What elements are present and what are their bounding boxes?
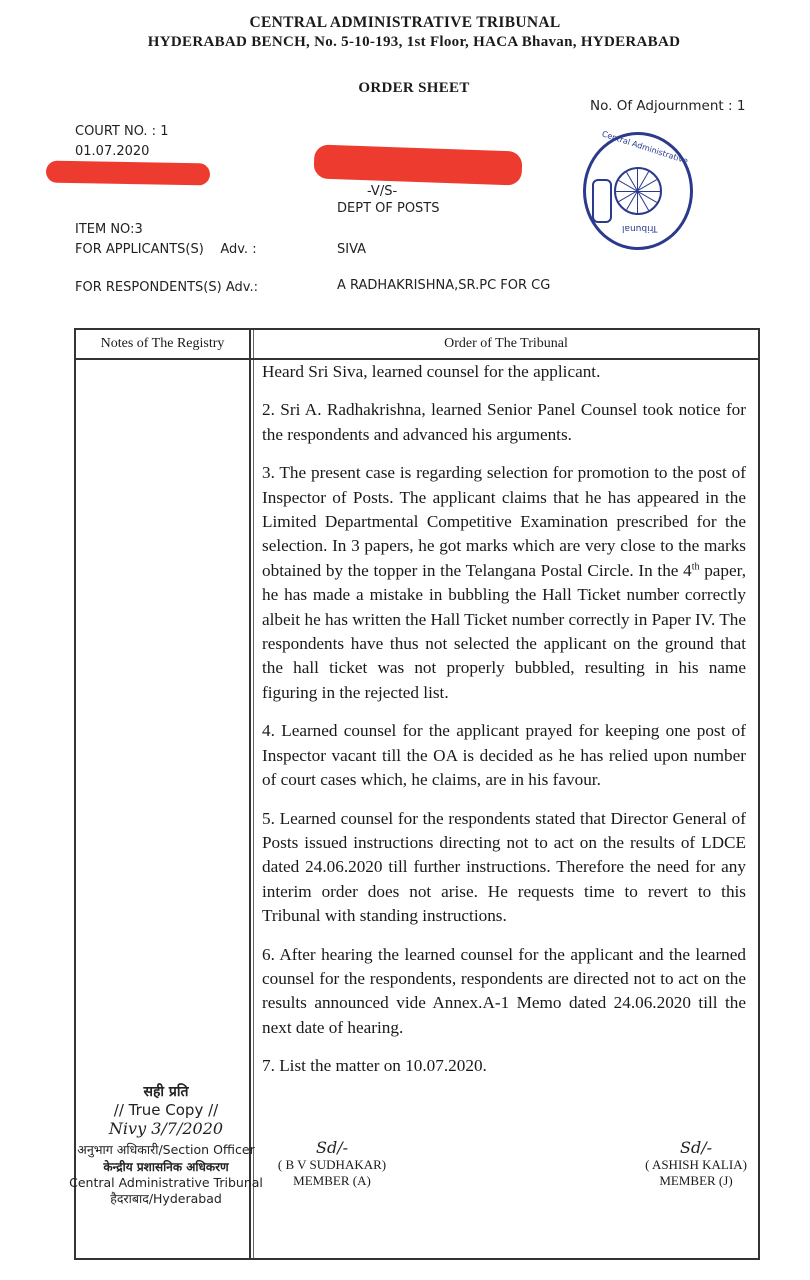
member-name: ( B V SUDHAKAR) (277, 1157, 387, 1172)
paragraph-3-part-a: 3. The present case is regarding selection for promotion to the post of Inspector of Posts. The applicant claims that he has appeared in the Limited Departmental Competitive Examination prescribed for the selection. In 3 papers, he got marks which are very close to the marks obtained by the topper in the Telangana Postal Circle. In the 4 (262, 463, 746, 580)
doc-title: ORDER SHEET (358, 80, 470, 96)
order-paragraph: 6. After hearing the learned counsel for the applicant and the learned counsel for the respondents, respondents are directed not to act on the results announced vide Annex.A-1 Memo dated 24.06.2020 till the next date of hearing. (262, 944, 746, 1037)
true-copy-stamp (56, 1082, 276, 1207)
order-paragraph: Heard Sri Siva, learned counsel for the applicant. (262, 362, 601, 381)
seal-text-top: Central Administrative (600, 129, 690, 166)
seal-scroll-icon (592, 179, 612, 223)
ashoka-chakra-icon (614, 167, 662, 215)
table-header (76, 330, 758, 360)
adjournment-count: No. Of Adjournment : 1 (590, 98, 746, 114)
member-role: MEMBER (J) (659, 1173, 733, 1188)
item-number: ITEM NO:3 (75, 222, 143, 237)
redaction-mark (313, 144, 522, 185)
col-header-order: Order of The Tribunal (444, 336, 568, 351)
order-paragraph (262, 461, 746, 705)
bench-address: HYDERABAD BENCH, No. 5-10-193, 1st Floor, HACA Bhavan, HYDERABAD (147, 34, 681, 50)
redaction-mark (46, 161, 210, 186)
org-title: CENTRAL ADMINISTRATIVE TRIBUNAL (249, 14, 561, 31)
member-signature: Sd/- (680, 1138, 712, 1157)
respondent-adv-value: A RADHAKRISHNA,SR.PC FOR CG (337, 278, 551, 293)
order-paragraph: 5. Learned counsel for the respondents stated that Director General of Posts issued instructions directing not to act on the results of LDCE dated 24.06.2020 till further instructions. Therefore the need for any interim order does not arise. He requests time to revert to this Tribunal with standing instructions. (262, 808, 746, 926)
order-paragraph: 4. Learned counsel for the applicant prayed for keeping one post of Inspector vacant till the OA is decided as he has relied upon number of court cases which, he claims, are in his favour. (262, 721, 746, 790)
member-j-block (636, 1138, 756, 1189)
order-paragraph: 7. List the matter on 10.07.2020. (262, 1056, 487, 1076)
respondent-name: DEPT OF POSTS (337, 201, 440, 216)
member-signature: Sd/- (316, 1138, 348, 1157)
officer-city: हैदराबाद/Hyderabad (110, 1191, 222, 1206)
ordinal-superscript: th (691, 561, 700, 573)
versus-label: -V/S- (367, 184, 398, 199)
order-table (69, 328, 760, 1260)
officer-designation: अनुभाग अधिकारी/Section Officer (77, 1142, 255, 1157)
member-a-block (272, 1138, 392, 1189)
col-header-registry: Notes of The Registry (100, 336, 225, 351)
order-body (262, 360, 746, 1093)
true-copy-hindi: सही प्रति (143, 1084, 189, 1100)
applicant-adv-label: FOR APPLICANTS(S) Adv. : (75, 242, 257, 257)
seal-text-bottom: Tribunal (622, 223, 658, 233)
order-paragraph: 2. Sri A. Radhakrishna, learned Senior Panel Counsel took notice for the respondents and advanced his arguments. (262, 400, 746, 444)
officer-signature: Nivy 3/7/2020 (108, 1119, 224, 1138)
officer-org-hindi: केन्द्रीय प्रशासनिक अधिकरण (103, 1160, 229, 1174)
respondent-adv-label: FOR RESPONDENTS(S) Adv.: (75, 280, 258, 295)
tribunal-seal-icon (583, 129, 693, 250)
officer-org: Central Administrative Tribunal (69, 1175, 263, 1190)
paragraph-3-part-b: paper, he has made a mistake in bubbling the Hall Ticket number correctly albeit he has written the Hall Ticket number correctly in Paper IV. The respondents have thus not selected the applicant on the ground that the hall ticket was not properly bubbled, resulting in his name figuring in the rejected list. (262, 560, 746, 702)
applicant-adv-value: SIVA (337, 242, 367, 257)
member-name: ( ASHISH KALIA) (645, 1157, 747, 1172)
order-date: 01.07.2020 (75, 144, 150, 159)
member-role: MEMBER (A) (293, 1173, 371, 1188)
true-copy-english: // True Copy // (113, 1101, 219, 1119)
court-number: COURT NO. : 1 (75, 124, 169, 139)
